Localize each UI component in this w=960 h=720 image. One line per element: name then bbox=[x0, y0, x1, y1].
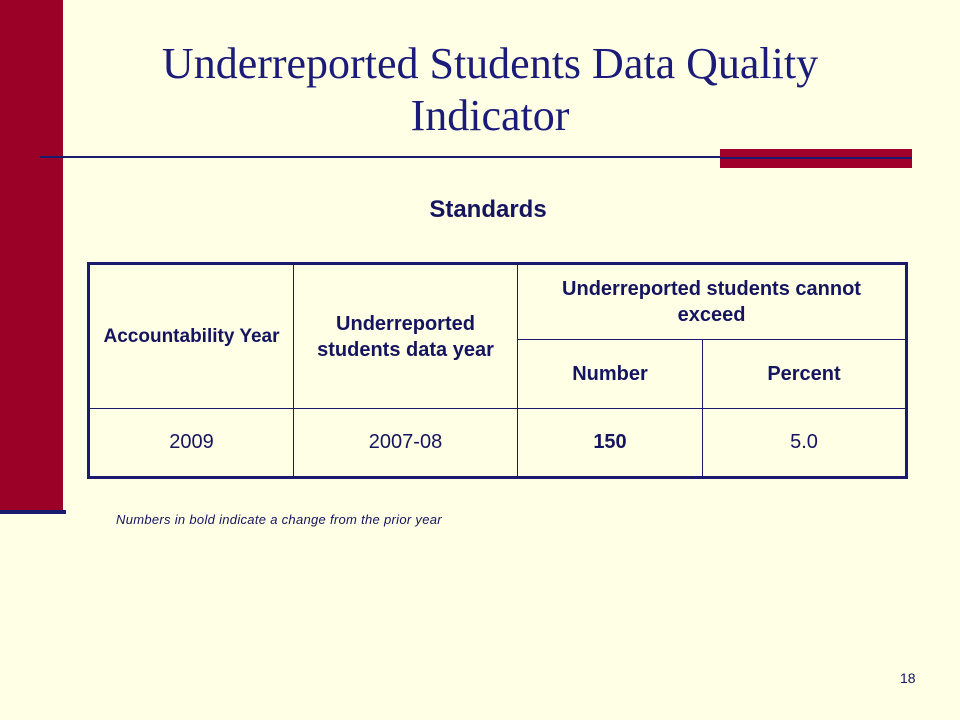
left-accent-bar bbox=[0, 0, 63, 510]
header-percent: Percent bbox=[703, 340, 907, 409]
table-row bbox=[89, 409, 907, 478]
header-cannot-exceed: Underreported students cannot exceed bbox=[518, 264, 907, 340]
section-heading: Standards bbox=[429, 196, 547, 223]
left-accent-bar-underline bbox=[0, 510, 66, 514]
cell-number: 150 bbox=[518, 409, 703, 478]
header-data-year: Underreported students data year bbox=[294, 264, 518, 409]
table-header-row bbox=[89, 264, 907, 340]
footnote: Numbers in bold indicate a change from the prior year bbox=[116, 512, 442, 527]
header-number: Number bbox=[518, 340, 703, 409]
slide-title: Underreported Students Data Quality Indicator bbox=[161, 39, 819, 140]
cell-percent: 5.0 bbox=[703, 409, 907, 478]
title-divider-accent-line bbox=[720, 157, 912, 159]
cell-data-year: 2007-08 bbox=[294, 409, 518, 478]
cell-accountability-year: 2009 bbox=[89, 409, 294, 478]
header-accountability-year: Accountability Year bbox=[89, 264, 294, 409]
standards-table bbox=[87, 262, 908, 479]
page-number: 18 bbox=[900, 670, 916, 686]
